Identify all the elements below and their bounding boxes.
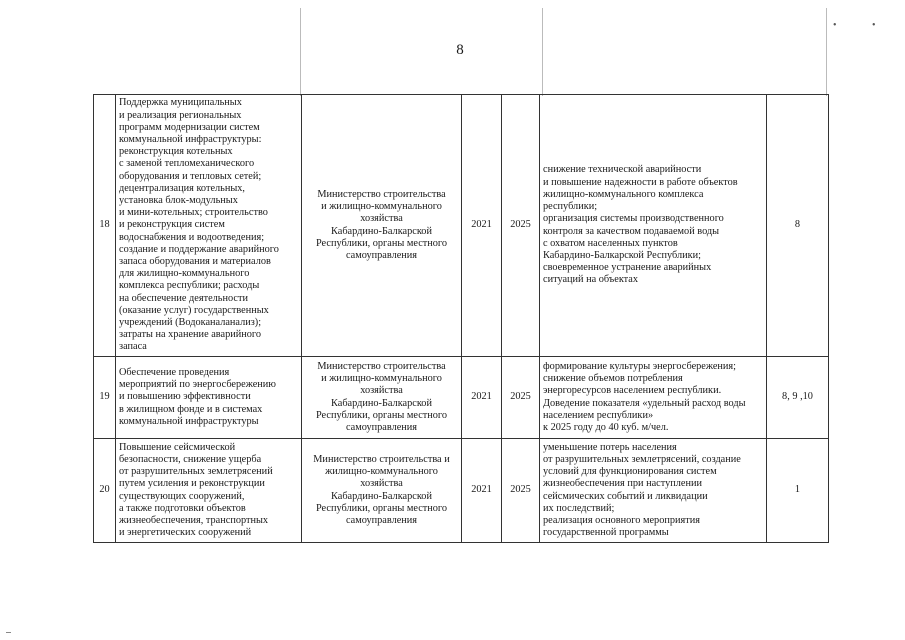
expected-result: снижение технической аварийности и повышение надежности в работе объектов жилищно-коммунального комплекса республики; организация системы производственного контроля за качеством подаваемой воды с охватом населенных пунктов Кабардино-Балкарской Республики; своевременное устранение аварийных ситуаций на объектах <box>540 95 767 357</box>
table-row <box>94 357 829 439</box>
end-year: 2025 <box>502 95 540 357</box>
row-number: 19 <box>94 357 116 439</box>
row-number: 18 <box>94 95 116 357</box>
guide-line <box>542 8 543 96</box>
expected-result: уменьшение потерь населения от разрушительных землетрясений, создание условий для функционирования систем жизнеобеспечения при наступлении сейсмических событий и ликвидации их последствий; реализация основного мероприятия государственной программы <box>540 439 767 543</box>
start-year: 2021 <box>462 439 502 543</box>
guide-line <box>300 8 301 96</box>
scan-mark: • <box>872 20 876 31</box>
indicator-link: 8 <box>767 95 829 357</box>
start-year: 2021 <box>462 95 502 357</box>
table-row <box>94 439 829 543</box>
executor: Министерство строительства и жилищно-коммунального хозяйства Кабардино-Балкарской Республики, органы местного самоуправления <box>302 439 462 543</box>
measure-name: Поддержка муниципальных и реализация региональных программ модернизации систем коммунальной инфраструктуры: реконструкция котельных с заменой тепломеханического оборудования и тепловых сетей; децентрализация котельных, установка блок-модульных и мини-котельных; строительство и реконструкция систем водоснабжения и водоотведения; создание и поддержание аварийного запаса оборудования и материалов для жилищно-коммунального комплекса республики; расходы на обеспечение деятельности (оказание услуг) государственных учреждений (Водоканаланализ); затраты на хранение аварийного запаса <box>116 95 302 357</box>
measure-name: Повышение сейсмической безопасности, снижение ущерба от разрушительных землетрясений путем усиления и реконструкции существующих сооружений, а также подготовки объектов жизнеобеспечения, транспортных и энергетических сооружений <box>116 439 302 543</box>
program-table <box>93 94 829 543</box>
start-year: 2021 <box>462 357 502 439</box>
end-year: 2025 <box>502 357 540 439</box>
scan-mark: • <box>833 20 837 31</box>
expected-result: формирование культуры энергосбережения; снижение объемов потребления энергоресурсов населением республики. Доведение показателя «удельный расход воды населением республики» к 2025 году до 40 куб. м/чел. <box>540 357 767 439</box>
table-row <box>94 95 829 357</box>
indicator-link: 8, 9 ,10 <box>767 357 829 439</box>
executor: Министерство строительства и жилищно-коммунального хозяйства Кабардино-Балкарской Республики, органы местного самоуправления <box>302 357 462 439</box>
indicator-link: 1 <box>767 439 829 543</box>
executor: Министерство строительства и жилищно-коммунального хозяйства Кабардино-Балкарской Республики, органы местного самоуправления <box>302 95 462 357</box>
page-number: 8 <box>456 42 464 58</box>
row-number: 20 <box>94 439 116 543</box>
guide-line <box>826 8 827 96</box>
measure-name: Обеспечение проведения мероприятий по энергосбережению и повышению эффективности в жилищном фонде и в системах коммунальной инфраструктуры <box>116 357 302 439</box>
scan-mark <box>6 632 11 633</box>
end-year: 2025 <box>502 439 540 543</box>
